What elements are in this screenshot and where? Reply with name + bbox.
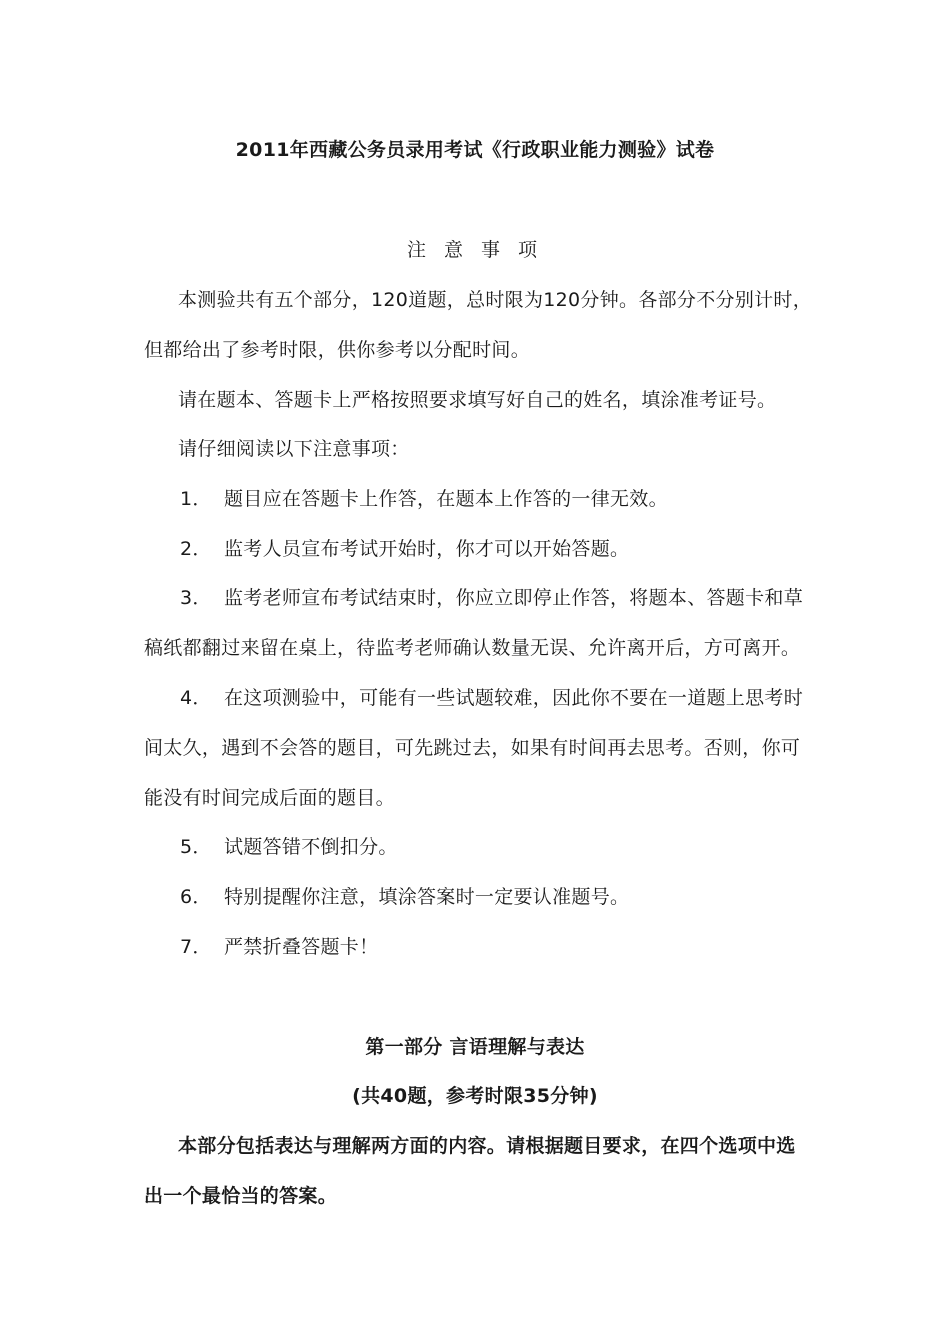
intro-paragraph-line: 但都给出了参考时限，供你参考以分配时间。 xyxy=(144,339,531,361)
item-text-continuation: 稿纸都翻过来留在桌上，待监考老师确认数量无误、允许离开后，方可离开。 xyxy=(144,637,801,659)
item-number: 7． xyxy=(180,936,212,958)
item-number: 3． xyxy=(180,587,212,609)
part1-heading: 第一部分 言语理解与表达 xyxy=(365,1036,585,1058)
notice-item-6 xyxy=(180,884,629,910)
notice-heading: 注 意 事 项 xyxy=(406,239,544,261)
item-number: 6． xyxy=(180,886,212,908)
part1-subheading: (共40题，参考时限35分钟) xyxy=(352,1085,598,1107)
notice-item-3 xyxy=(180,585,803,611)
notice-item-7 xyxy=(180,934,378,960)
item-number: 2． xyxy=(180,538,212,560)
document-title: 2011年西藏公务员录用考试《行政职业能力测验》试卷 xyxy=(235,139,715,161)
item-text: 监考老师宣布考试结束时，你应立即停止作答，将题本、答题卡和草 xyxy=(224,587,804,609)
item-text-continuation: 间太久，遇到不会答的题目，可先跳过去，如果有时间再去思考。否则，你可 xyxy=(144,737,801,759)
notice-item-1 xyxy=(180,486,668,512)
item-number: 5． xyxy=(180,836,212,858)
item-text: 严禁折叠答题卡！ xyxy=(224,936,379,958)
fill-instruction-line: 请在题本、答题卡上严格按照要求填写好自己的姓名，填涂准考证号。 xyxy=(178,389,777,411)
item-text: 监考人员宣布考试开始时，你才可以开始答题。 xyxy=(224,538,630,560)
read-notice-line: 请仔细阅读以下注意事项： xyxy=(178,438,410,460)
item-text: 在这项测验中，可能有一些试题较难，因此你不要在一道题上思考时 xyxy=(224,687,804,709)
notice-item-2 xyxy=(180,536,629,562)
item-text: 试题答错不倒扣分。 xyxy=(224,836,398,858)
intro-paragraph-line: 本测验共有五个部分，120道题，总时限为120分钟。各部分不分别计时， xyxy=(178,289,813,311)
part1-instruction-line: 出一个最恰当的答案。 xyxy=(144,1185,338,1207)
notice-item-4 xyxy=(180,685,803,711)
item-number: 4． xyxy=(180,687,212,709)
item-text: 特别提醒你注意，填涂答案时一定要认准题号。 xyxy=(224,886,630,908)
notice-item-5 xyxy=(180,834,398,860)
item-text-continuation: 能没有时间完成后面的题目。 xyxy=(144,787,395,809)
part1-instruction-line: 本部分包括表达与理解两方面的内容。请根据题目要求，在四个选项中选 xyxy=(178,1135,796,1157)
item-text: 题目应在答题卡上作答，在题本上作答的一律无效。 xyxy=(224,488,668,510)
item-number: 1． xyxy=(180,488,212,510)
